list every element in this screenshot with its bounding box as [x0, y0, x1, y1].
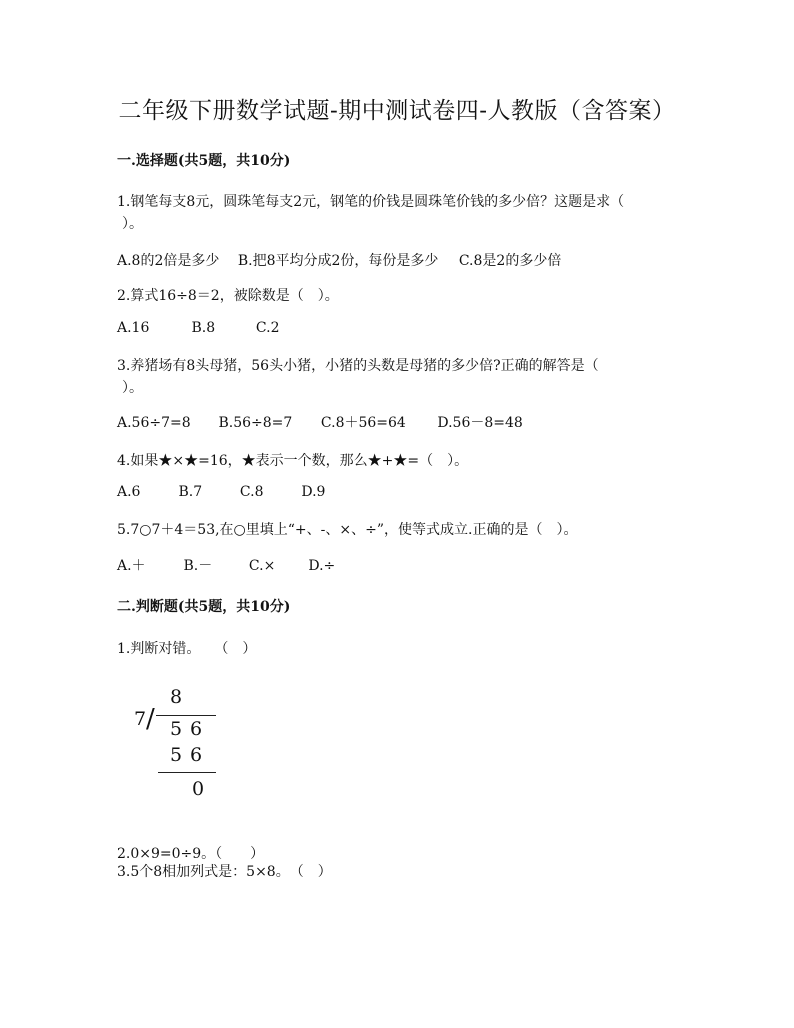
- option-b: B.－: [183, 558, 213, 574]
- judgement-2: 2.0×9=0÷9。（ ）: [117, 846, 265, 862]
- option-a: A.6: [117, 484, 141, 500]
- option-a: A.56÷7=8: [117, 415, 191, 431]
- option-c: C.8是2的多少倍: [458, 253, 562, 269]
- division-bar: [156, 715, 216, 716]
- question-1-line-1: 1.钢笔每支8元，圆珠笔每支2元，钢笔的价钱是圆珠笔价钱的多少倍？这题是求（: [117, 194, 625, 210]
- divisor-digit: 7: [134, 708, 147, 730]
- option-b: B.8: [191, 320, 216, 336]
- dividend-digit-ones: 6: [190, 718, 203, 740]
- question-5: 5.7○7＋4＝53,在○里填上“+、-、×、÷”，使等式成立.正确的是（ ）。: [117, 522, 578, 538]
- option-c: C.8＋56=64: [320, 415, 406, 431]
- long-division-figure: [128, 684, 238, 804]
- product-digit-ones: 6: [190, 744, 203, 766]
- question-1-options: [117, 250, 561, 270]
- option-a: A.＋: [117, 558, 146, 574]
- option-b: B.56÷8=7: [218, 415, 293, 431]
- option-b: B.把8平均分成2份，每份是多少: [237, 253, 439, 269]
- question-4: 4.如果★×★=16，★表示一个数，那么★+★=（ ）。: [117, 453, 469, 469]
- question-2-options: [117, 320, 279, 336]
- product-digit-tens: 5: [170, 744, 183, 766]
- remainder-digit: 0: [192, 778, 205, 800]
- section-heading-judgement: 二.判断题(共5题，共10分): [117, 599, 291, 615]
- question-5-options: [117, 555, 335, 575]
- option-c: C.×: [248, 558, 276, 574]
- option-a: A.16: [117, 320, 150, 336]
- option-c: C.8: [239, 484, 264, 500]
- question-3-line-1: 3.养猪场有8头母猪，56头小猪，小猪的头数是母猪的多少倍?正确的解答是（: [117, 358, 599, 374]
- section-heading-choice: 一.选择题(共5题，共10分): [117, 153, 291, 169]
- quotient-digit: 8: [170, 686, 183, 708]
- subtraction-bar: [158, 772, 216, 773]
- question-2: 2.算式16÷8＝2，被除数是（ ）。: [117, 288, 339, 304]
- division-bracket: /: [146, 704, 155, 734]
- judgement-1: 1.判断对错。 （ ）: [117, 641, 257, 657]
- option-a: A.8的2倍是多少: [117, 253, 220, 269]
- page-title: 二年级下册数学试题-期中测试卷四-人教版（含答案）: [118, 98, 676, 124]
- option-c: C.2: [255, 320, 280, 336]
- question-3-options: [117, 412, 523, 432]
- option-b: B.7: [178, 484, 203, 500]
- judgement-3: 3.5个8相加列式是：5×8。 （ ）: [117, 864, 332, 880]
- option-d: D.56－8=48: [437, 415, 523, 431]
- question-1-line-2: ）。: [122, 216, 143, 232]
- dividend-digit-tens: 5: [170, 718, 183, 740]
- question-3-line-2: ）。: [122, 380, 143, 396]
- question-4-options: [117, 484, 325, 500]
- option-d: D.÷: [308, 558, 336, 574]
- option-d: D.9: [301, 484, 326, 500]
